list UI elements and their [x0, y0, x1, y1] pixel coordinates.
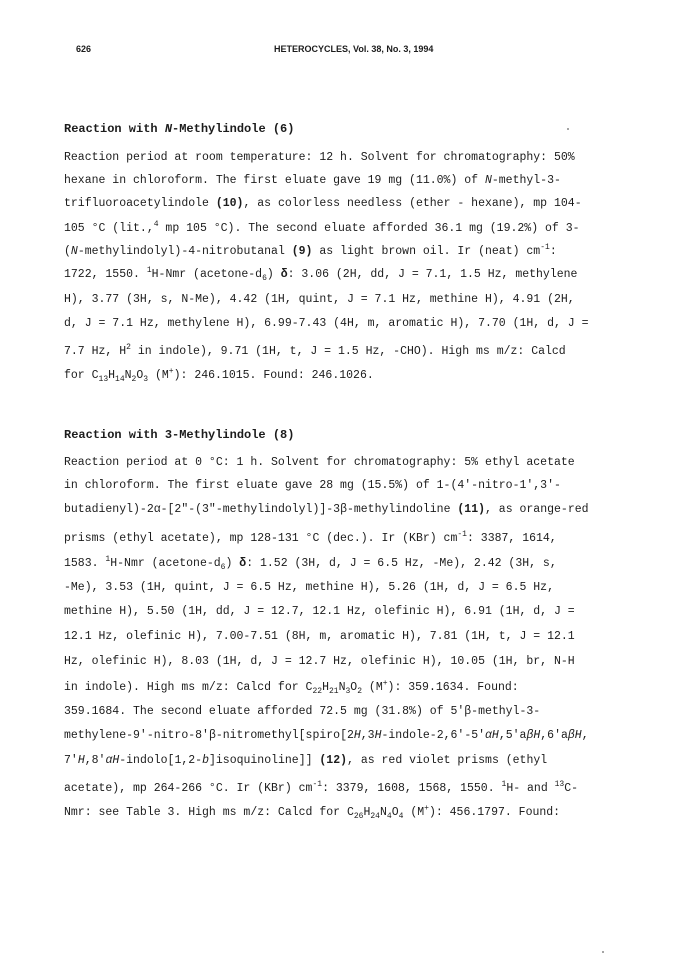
- text-run: -methylindolyl)-4-nitrobutanal: [77, 244, 292, 258]
- text-run: methylene-9'-nitro-8': [64, 729, 209, 742]
- text-run: 359.1684. The second eluate afforded 72.5 mg (31.8%) of 5': [64, 705, 465, 718]
- italic-run: βH: [567, 729, 582, 742]
- text-run: for C: [64, 368, 99, 382]
- superscript: -1: [457, 530, 467, 539]
- text-run: : 3387, 1614,: [466, 531, 557, 545]
- text-run: O: [350, 680, 358, 694]
- scan-speck: [567, 128, 569, 130]
- subscript: 2: [357, 687, 363, 697]
- body-line: [64, 530, 557, 545]
- section-heading-n-methylindole: [64, 122, 294, 136]
- body-line: [64, 655, 575, 668]
- reference-superscript: 4: [153, 220, 159, 229]
- text-run: Reaction period at 0 °C: 1 h. Solvent for chromatography: 5% ethyl acetate: [64, 456, 575, 469]
- body-line: [64, 555, 557, 572]
- text-run: C-: [564, 781, 579, 795]
- text-run: O: [136, 368, 144, 382]
- text-run: (M: [362, 680, 383, 694]
- body-line: [64, 705, 540, 718]
- section-heading-3-methylindole: Reaction with 3-Methylindole (8): [64, 428, 295, 442]
- superscript: -1: [540, 243, 550, 252]
- body-line: [64, 266, 577, 283]
- text-run: -methylindoline: [346, 503, 458, 516]
- text-run: ): 456.1797. Found:: [428, 805, 561, 819]
- superscript: 2: [126, 343, 131, 352]
- body-line: [64, 729, 589, 742]
- text-run: N: [379, 805, 387, 819]
- delta-symbol: δ: [280, 267, 288, 281]
- text-run: H-Nmr (acetone-d: [110, 556, 221, 570]
- compound-number: (10): [215, 197, 244, 210]
- text-run: ,6'a: [540, 729, 568, 742]
- running-head: HETEROCYCLES, Vol. 38, No. 3, 1994: [274, 44, 434, 54]
- heading-text: -Methylindole (6): [172, 122, 295, 136]
- compound-number: (12): [319, 754, 348, 767]
- text-run: Reaction period at room temperature: 12 h. Solvent for chromatography: 50%: [64, 151, 575, 164]
- text-run: H), 3.77 (3H, s, N-Me), 4.42 (1H, quint, J = 7.1 Hz, methine H), 4.91 (2H,: [64, 293, 575, 306]
- body-line: [64, 754, 547, 767]
- body-line: [64, 343, 566, 358]
- body-line: [64, 780, 578, 795]
- text-run: -indolo[1,2-: [119, 754, 203, 767]
- text-run: :: [549, 244, 557, 258]
- superscript: +: [424, 804, 429, 813]
- text-run: trifluoroacetylindole: [64, 197, 216, 210]
- text-run: N: [124, 368, 132, 382]
- text-run: prisms (ethyl acetate), mp 128-131 °C (dec.). Ir (KBr) cm: [64, 531, 458, 545]
- text-run: : 3.06 (2H, dd, J = 7.1, 1.5 Hz, methylene: [287, 267, 578, 281]
- superscript: +: [168, 367, 174, 376]
- text-run: -[2"-(3"-methylindolyl)]-3: [160, 503, 341, 516]
- body-line: [64, 630, 575, 643]
- italic-run: βH: [526, 729, 541, 742]
- subscript: 13: [98, 375, 109, 385]
- greek-letter: β: [208, 729, 216, 742]
- subscript: 3: [345, 687, 351, 697]
- text-run: H: [363, 805, 371, 819]
- heading-text: Reaction with: [64, 122, 165, 136]
- compound-number: (11): [457, 503, 485, 516]
- text-run: (: [64, 244, 71, 258]
- subscript: 2: [131, 375, 137, 385]
- text-run: H-Nmr (acetone-d: [151, 267, 263, 281]
- text-run: d, J = 7.1 Hz, methylene H), 6.99-7.43 (4H, m, aromatic H), 7.70 (1H, d, J =: [64, 317, 589, 330]
- italic-run: H: [77, 754, 85, 767]
- subscript: 22: [312, 687, 323, 697]
- text-run: 7': [64, 754, 78, 767]
- body-line: [64, 804, 560, 821]
- text-run: ): 359.1634. Found:: [387, 680, 519, 694]
- text-run: ,3: [360, 729, 375, 742]
- subscript: 21: [328, 687, 339, 697]
- body-line: [64, 456, 575, 469]
- body-line: [64, 243, 557, 258]
- text-run: methine H), 5.50 (1H, dd, J = 12.7, 12.1 Hz, olefinic H), 6.91 (1H, d, J =: [64, 605, 575, 618]
- italic-run: αH: [485, 729, 499, 742]
- body-line: [64, 679, 519, 696]
- subscript: 24: [370, 812, 380, 822]
- greek-letter: β: [464, 705, 472, 718]
- superscript: 1: [501, 780, 507, 789]
- text-run: ,8': [84, 754, 106, 767]
- body-line: [64, 317, 589, 330]
- body-line: [64, 151, 575, 164]
- text-run: ): 246.1015. Found: 246.1026.: [173, 368, 374, 382]
- italic-run: N: [484, 174, 492, 187]
- text-run: H- and: [506, 781, 555, 795]
- italic-run: N: [70, 244, 78, 258]
- body-line: [64, 581, 554, 594]
- text-run: : 1.52 (3H, d, J = 6.5 Hz, -Me), 2.42 (3H, s,: [246, 556, 557, 570]
- italic-run: H: [374, 729, 382, 742]
- heading-italic: N: [164, 122, 173, 136]
- text-run: as light brown oil. Ir (neat) cm: [312, 244, 541, 258]
- text-run: (M: [148, 368, 169, 382]
- body-line: [64, 197, 582, 210]
- text-run: ,: [581, 729, 589, 742]
- body-line: [64, 367, 374, 384]
- text-run: 1583.: [64, 556, 106, 570]
- scan-speck: [602, 951, 604, 953]
- body-line: [64, 479, 561, 492]
- greek-letter: β: [340, 503, 347, 516]
- body-line: [64, 174, 561, 187]
- italic-run: αH: [105, 754, 120, 767]
- text-run: -indole-2,6'-5': [381, 729, 486, 742]
- text-run: ]isoquinoline]]: [208, 754, 320, 767]
- text-run: ): [225, 556, 240, 570]
- text-run: in chloroform. The first eluate gave 28 mg (15.5%) of 1-(4'-nitro-1',3'-: [64, 479, 561, 492]
- italic-run: H: [353, 729, 361, 742]
- text-run: (M: [403, 805, 425, 819]
- italic-run: b: [202, 754, 209, 767]
- superscript: -1: [312, 780, 323, 789]
- body-line: [64, 293, 575, 306]
- text-run: hexane in chloroform. The first eluate gave 19 mg (11.0%) of: [64, 174, 485, 187]
- text-run: -nitromethyl[spiro[2: [215, 729, 354, 742]
- body-line: [64, 605, 575, 618]
- subscript: 6: [262, 274, 267, 284]
- text-run: in indole), 9.71 (1H, t, J = 1.5 Hz, -CHO). High ms m/z: Calcd: [130, 344, 566, 358]
- greek-letter: α: [153, 503, 161, 516]
- text-run: : 3379, 1608, 1568, 1550.: [322, 781, 502, 795]
- compound-number: (9): [291, 244, 313, 258]
- subscript: 4: [398, 812, 404, 822]
- text-run: Hz, olefinic H), 8.03 (1H, d, J = 12.7 Hz, olefinic H), 10.05 (1H, br, N-H: [64, 655, 575, 668]
- text-run: -methyl-3-: [491, 174, 561, 187]
- text-run: ,5'a: [498, 729, 527, 742]
- text-run: 7.7 Hz, H: [64, 344, 127, 358]
- body-line: [64, 503, 589, 516]
- text-run: N: [338, 680, 346, 694]
- superscript: 1: [105, 555, 111, 564]
- subscript: 6: [220, 563, 226, 573]
- body-line: [64, 220, 580, 235]
- text-run: O: [391, 805, 399, 819]
- superscript: 13: [554, 780, 565, 789]
- text-run: , as red violet prisms (ethyl: [347, 754, 548, 767]
- text-run: Nmr: see Table 3. High ms m/z: Calcd for C: [64, 805, 354, 819]
- text-run: -methyl-3-: [471, 705, 541, 718]
- page-number: 626: [76, 44, 92, 54]
- subscript: 14: [115, 375, 125, 385]
- text-run: -Me), 3.53 (1H, quint, J = 6.5 Hz, methine H), 5.26 (1H, d, J = 6.5 Hz,: [64, 581, 554, 594]
- subscript: 4: [386, 812, 392, 822]
- text-run: ): [266, 267, 281, 281]
- superscript: +: [382, 679, 388, 688]
- text-run: mp 105 °C). The second eluate afforded 36.1 mg (19.2%) of 3-: [158, 221, 580, 235]
- text-run: 12.1 Hz, olefinic H), 7.00-7.51 (8H, m, aromatic H), 7.81 (1H, t, J = 12.1: [64, 630, 575, 643]
- delta-symbol: δ: [239, 556, 247, 570]
- text-run: 105 °C (lit.,: [64, 221, 154, 235]
- text-run: H: [322, 680, 329, 694]
- text-run: acetate), mp 264-266 °C. Ir (KBr) cm: [64, 781, 313, 795]
- subscript: 26: [353, 812, 364, 822]
- text-run: butadienyl)-2: [64, 503, 154, 516]
- superscript: 1: [146, 266, 152, 275]
- text-run: H: [108, 368, 116, 382]
- text-run: , as orange-red: [485, 503, 589, 516]
- subscript: 3: [143, 375, 149, 385]
- text-run: , as colorless needless (ether - hexane), mp 104-: [243, 197, 582, 210]
- text-run: in indole). High ms m/z: Calcd for C: [64, 680, 313, 694]
- text-run: 1722, 1550.: [64, 267, 147, 281]
